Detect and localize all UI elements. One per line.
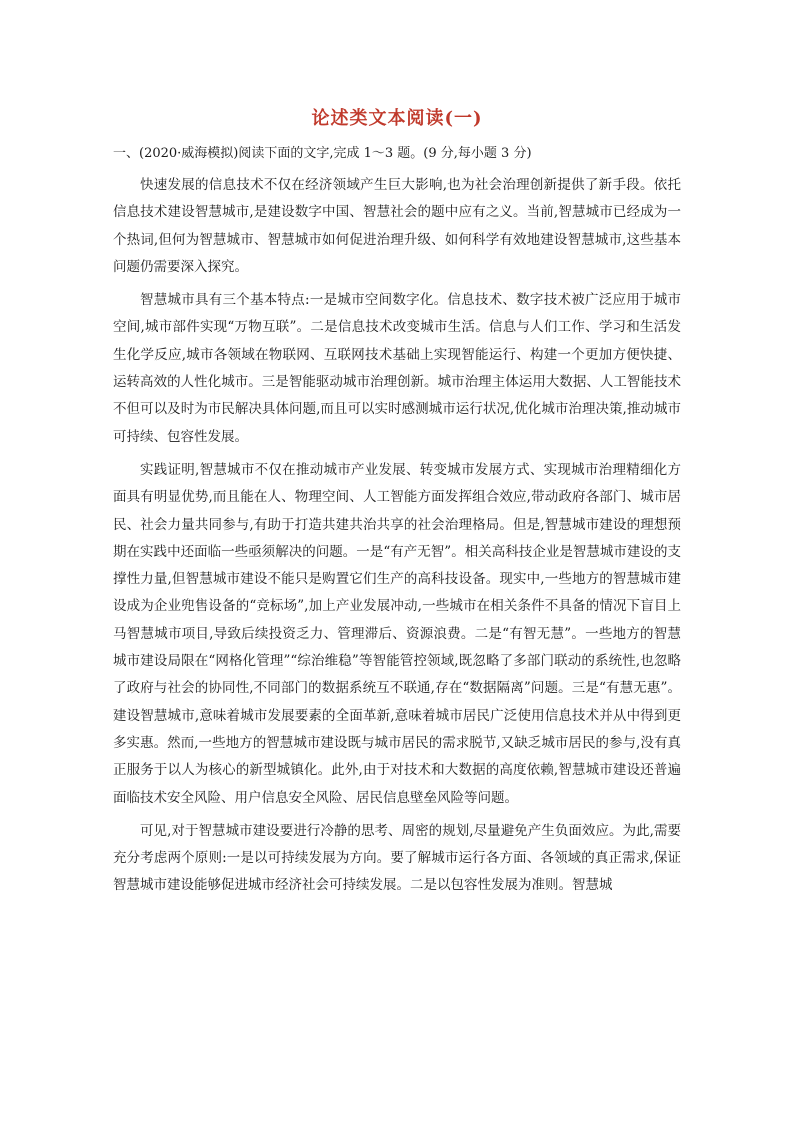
paragraph: 智慧城市具有三个基本特点:一是城市空间数字化。信息技术、数字技术被广泛应用于城市空间,城市部件实现“万物互联”。二是信息技术改变城市生活。信息与人们工作、学习和生活发生化学反应,城市各领域在物联网、互联网技术基础上实现智能运行、构建一个更加方便快捷、运转高效的人性化城市。三是智能驱动城市治理创新。城市治理主体运用大数据、人工智能技术不但可以及时为市民解决具体问题,而且可以实时感测城市运行状况,优化城市治理决策,推动城市可持续、包容性发展。 bbox=[113, 292, 681, 445]
question-header: 一、(2020·威海模拟)阅读下面的文字,完成 1～3 题。(9 分,每小题 3 分) bbox=[113, 146, 532, 161]
paragraph: 实践证明,智慧城市不仅在推动城市产业发展、转变城市发展方式、实现城市治理精细化方面具有明显优势,而且能在人、物理空间、人工智能方面发挥组合效应,带动政府各部门、城市居民、社会力量共同参与,有助于打造共建共治共享的社会治理格局。但是,智慧城市建设的理想预期在实践中还面临一些亟须解决的问题。一是“有产无智”。相关高科技企业是智慧城市建设的支撑性力量,但智慧城市建设不能只是购置它们生产的高科技设备。现实中,一些地方的智慧城市建设成为企业兜售设备的“竞标场”,加上产业发展冲动,一些城市在相关条件不具备的情况下盲目上马智慧城市项目,导致后续投资乏力、管理滞后、资源浪费。二是“有智无慧”。一些地方的智慧城市建设局限在“网格化管理”“综治维稳”等智能管控领域,既忽略了多部门联动的系统性,也忽略了政府与社会的协同性,不同部门的数据系统互不联通,存在“数据隔离”问题。三是“有慧无惠”。建设智慧城市,意味着城市发展要素的全面革新,意味着城市居民广泛使用信息技术并从中得到更多实惠。然而,一些地方的智慧城市建设既与城市居民的需求脱节,又缺乏城市居民的参与,没有真正服务于以人为核心的新型城镇化。此外,由于对技术和大数据的高度依赖,智慧城市建设还普遍面临技术安全风险、用户信息安全风险、居民信息壁垒风险等问题。 bbox=[113, 461, 681, 806]
paragraph: 可见,对于智慧城市建设要进行冷静的思考、周密的规划,尽量避免产生负面效应。为此,需要充分考虑两个原则:一是以可持续发展为方向。要了解城市运行各方面、各领域的真正需求,保证智慧城市建设能够促进城市经济社会可持续发展。二是以包容性发展为准则。智慧城 bbox=[113, 822, 681, 894]
passage-body bbox=[113, 172, 681, 906]
paragraph: 快速发展的信息技术不仅在经济领域产生巨大影响,也为社会治理创新提供了新手段。依托信息技术建设智慧城市,是建设数字中国、智慧社会的题中应有之义。当前,智慧城市已经成为一个热词,但何为智慧城市、智慧城市如何促进治理升级、如何科学有效地建设智慧城市,这些基本问题仍需要深入探究。 bbox=[113, 177, 681, 275]
document-title: 论述类文本阅读(一) bbox=[311, 108, 483, 129]
